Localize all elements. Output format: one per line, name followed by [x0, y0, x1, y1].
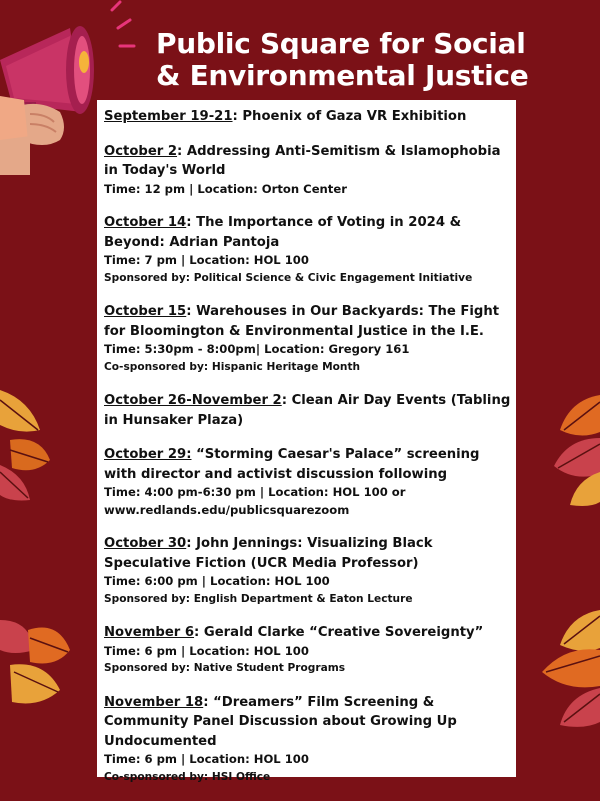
event-list: [104, 107, 512, 801]
event-time-location: Time: 6 pm | Location: HOL 100: [104, 643, 309, 658]
event-heading: [104, 302, 512, 341]
event-title: : John Jennings: Visualizing Black Speculative Fiction (UCR Media Professor): [104, 536, 433, 571]
event-item: [104, 623, 512, 678]
title-line-1: Public Square for Social: [156, 27, 526, 60]
event-time-location: Time: 5:30pm - 8:00pm| Location: Gregory 161: [104, 342, 410, 356]
event-title: “Storming Caesar's Palace” screening with director and activist discussion following: [104, 447, 480, 482]
event-title: : The Importance of Voting in 2024 & Beyond: Adrian Pantoja: [104, 215, 462, 250]
event-time-location: Time: 12 pm | Location: Orton Center: [104, 181, 347, 196]
event-date: September 19-21: [104, 109, 233, 124]
event-item: [104, 445, 512, 519]
event-time-location: Time: 6 pm | Location: HOL 100: [104, 752, 309, 766]
event-date: October 30: [104, 536, 187, 551]
event-time-location: Time: 7 pm | Location: HOL 100: [104, 253, 309, 267]
event-sponsor: Sponsored by: English Department & Eaton Lecture: [104, 592, 413, 605]
event-item: [104, 534, 512, 608]
event-sponsor: Co-sponsored by: HSI Office: [104, 770, 271, 783]
event-heading: [104, 391, 512, 430]
event-heading: [104, 693, 512, 752]
event-heading: [104, 623, 512, 643]
event-heading: [104, 107, 512, 127]
event-sponsor: Sponsored by: Native Student Programs: [104, 662, 346, 674]
event-date: October 2: [104, 143, 178, 159]
event-date: October 14: [104, 215, 187, 230]
event-date: October 15: [104, 304, 187, 319]
event-item: [104, 302, 512, 376]
event-item: [104, 142, 512, 199]
event-title: : “Dreamers” Film Screening & Community Panel Discussion about Growing Up Undocumented: [104, 694, 457, 749]
title-line-2: & Environmental Justice: [156, 59, 529, 92]
event-title: : Addressing Anti-Semitism & Islamophobia in Today's World: [104, 143, 501, 178]
event-heading: [104, 213, 512, 252]
event-sponsor: Sponsored by: Political Science & Civic Engagement Initiative: [104, 271, 473, 284]
event-sponsor: Co-sponsored by: Hispanic Heritage Month: [104, 360, 361, 373]
event-item: [104, 391, 512, 430]
event-item: [104, 693, 512, 787]
event-title: : Gerald Clarke “Creative Sovereignty”: [194, 625, 484, 640]
event-heading: [104, 445, 512, 484]
event-date: November 18: [104, 694, 204, 710]
event-heading: [104, 142, 512, 181]
page-title: [156, 28, 528, 92]
event-time-location: Time: 6:00 pm | Location: HOL 100: [104, 574, 330, 588]
event-zoom-link[interactable]: www.redlands.edu/publicsquarezoom: [104, 502, 350, 517]
event-heading: [104, 534, 512, 573]
event-date: November 6: [104, 625, 195, 640]
autumn-leaves-left-lower: [0, 610, 78, 720]
event-title: : Phoenix of Gaza VR Exhibition: [232, 109, 467, 124]
event-time-location: Time: 4:00 pm-6:30 pm | Location: HOL 100 or: [104, 485, 406, 499]
autumn-leaves-left-upper: [0, 380, 60, 510]
event-date: October 29:: [104, 447, 192, 462]
event-title: : Clean Air Day Events (Tabling in Hunsaker Plaza): [104, 393, 511, 428]
event-item: [104, 107, 512, 127]
autumn-leaves-right-lower: [530, 600, 600, 740]
event-item: [104, 213, 512, 287]
event-title: : Warehouses in Our Backyards: The Fight for Bloomington & Environmental Justice in the I.E.: [104, 304, 500, 339]
autumn-leaves-right-upper: [540, 390, 600, 510]
event-date: October 26-November 2: [104, 393, 282, 408]
